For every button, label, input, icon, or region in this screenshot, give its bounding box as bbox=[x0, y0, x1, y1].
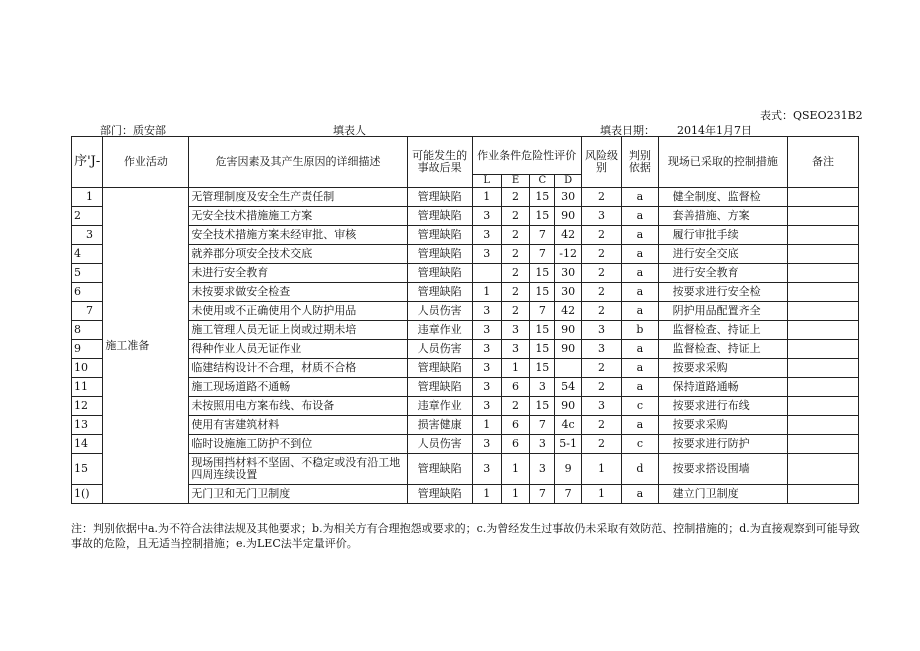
cell-l: 1 bbox=[472, 283, 501, 302]
cell-consequence: 管理缺陷 bbox=[407, 226, 472, 245]
header-c: C bbox=[530, 175, 555, 188]
cell-d: -12 bbox=[555, 245, 581, 264]
cell-d: 5-1 bbox=[555, 435, 581, 454]
cell-measure: 保持道路通畅 bbox=[658, 378, 787, 397]
cell-l: 3 bbox=[472, 302, 501, 321]
cell-e: 2 bbox=[501, 397, 529, 416]
cell-measure: 进行安全交底 bbox=[658, 245, 787, 264]
cell-c: 15 bbox=[530, 188, 555, 207]
activity-cell: 施工准备 bbox=[103, 188, 189, 504]
cell-e: 3 bbox=[501, 340, 529, 359]
cell-level: 3 bbox=[581, 397, 621, 416]
cell-hazard: 无门卫和无门卫制度 bbox=[189, 485, 407, 504]
cell-consequence: 人员伤害 bbox=[407, 302, 472, 321]
cell-basis: a bbox=[622, 485, 658, 504]
cell-hazard: 无安全技术措施施工方案 bbox=[189, 207, 407, 226]
header-seq: 序'J- bbox=[72, 137, 103, 188]
cell-level: 2 bbox=[581, 188, 621, 207]
cell-e: 6 bbox=[501, 435, 529, 454]
cell-measure: 按要求进行安全检 bbox=[658, 283, 787, 302]
cell-consequence: 管理缺陷 bbox=[407, 283, 472, 302]
footnote: 注：判别依据中a.为不符合法律法规及其他要求；b.为相关方有合理抱怨或要求的；c.为曾经发生过事故仍未采取有效防范、控制措施的；d.为直接观察到可能导致事故的危险，且无适当控制措施；e.为LEC法半定量评价。 bbox=[71, 522, 860, 550]
cell-remark bbox=[788, 397, 859, 416]
table-row bbox=[72, 359, 859, 378]
cell-remark bbox=[788, 359, 859, 378]
cell-hazard: 使用有害建筑材料 bbox=[189, 416, 407, 435]
cell-level: 2 bbox=[581, 359, 621, 378]
cell-remark bbox=[788, 340, 859, 359]
cell-no: 2 bbox=[72, 207, 103, 226]
cell-level: 2 bbox=[581, 416, 621, 435]
table-body bbox=[72, 188, 859, 504]
cell-hazard: 未按照用电方案布线、布设备 bbox=[189, 397, 407, 416]
cell-d: 42 bbox=[555, 302, 581, 321]
cell-hazard: 得种作业人员无证作业 bbox=[189, 340, 407, 359]
table-row bbox=[72, 264, 859, 283]
cell-level: 2 bbox=[581, 302, 621, 321]
cell-basis: a bbox=[622, 340, 658, 359]
cell-d: 90 bbox=[555, 321, 581, 340]
cell-no: 14 bbox=[72, 435, 103, 454]
cell-l: 3 bbox=[472, 321, 501, 340]
cell-d: 54 bbox=[555, 378, 581, 397]
cell-level: 2 bbox=[581, 283, 621, 302]
cell-measure: 阴护用品配置齐全 bbox=[658, 302, 787, 321]
cell-e: 2 bbox=[501, 264, 529, 283]
cell-consequence: 管理缺陷 bbox=[407, 378, 472, 397]
cell-e: 2 bbox=[501, 226, 529, 245]
cell-remark bbox=[788, 435, 859, 454]
cell-e: 6 bbox=[501, 416, 529, 435]
department-label: 部门：质安部 bbox=[100, 124, 166, 137]
table-row bbox=[72, 397, 859, 416]
header-l: L bbox=[472, 175, 501, 188]
cell-basis: b bbox=[622, 321, 658, 340]
cell-remark bbox=[788, 226, 859, 245]
cell-no: 10 bbox=[72, 359, 103, 378]
cell-c: 15 bbox=[530, 340, 555, 359]
cell-hazard: 就养郡分项安全技术交底 bbox=[189, 245, 407, 264]
cell-l: 3 bbox=[472, 245, 501, 264]
cell-basis: a bbox=[622, 302, 658, 321]
cell-c: 7 bbox=[530, 245, 555, 264]
cell-level: 2 bbox=[581, 226, 621, 245]
table-row bbox=[72, 416, 859, 435]
cell-measure: 按要求采购 bbox=[658, 416, 787, 435]
cell-remark bbox=[788, 207, 859, 226]
cell-hazard: 未进行安全教育 bbox=[189, 264, 407, 283]
cell-no: 13 bbox=[72, 416, 103, 435]
cell-no: 5 bbox=[72, 264, 103, 283]
cell-measure: 按要求搭设围墙 bbox=[658, 454, 787, 485]
risk-assessment-table bbox=[71, 136, 859, 504]
cell-l: 1 bbox=[472, 188, 501, 207]
cell-hazard: 临建结构设计不合理，材质不合格 bbox=[189, 359, 407, 378]
cell-no: 6 bbox=[72, 283, 103, 302]
table-row bbox=[72, 245, 859, 264]
cell-remark bbox=[788, 188, 859, 207]
cell-no: 12 bbox=[72, 397, 103, 416]
cell-e: 2 bbox=[501, 283, 529, 302]
cell-c: 7 bbox=[530, 416, 555, 435]
cell-consequence: 管理缺陷 bbox=[407, 485, 472, 504]
cell-consequence: 管理缺陷 bbox=[407, 454, 472, 485]
cell-basis: c bbox=[622, 397, 658, 416]
table-row bbox=[72, 188, 859, 207]
table-row bbox=[72, 302, 859, 321]
cell-basis: c bbox=[622, 435, 658, 454]
cell-l: 3 bbox=[472, 207, 501, 226]
cell-c: 7 bbox=[530, 485, 555, 504]
cell-measure: 进行安全教育 bbox=[658, 264, 787, 283]
cell-no: 1() bbox=[72, 485, 103, 504]
cell-consequence: 人员伤害 bbox=[407, 435, 472, 454]
cell-d: 90 bbox=[555, 340, 581, 359]
cell-hazard: 现场围挡材料不坚固、不稳定或没有沿工地四周连续设置 bbox=[189, 454, 407, 485]
cell-c: 15 bbox=[530, 207, 555, 226]
cell-l bbox=[472, 264, 501, 283]
cell-remark bbox=[788, 321, 859, 340]
header-basis: 判别依据 bbox=[622, 137, 658, 188]
cell-measure: 按要求采购 bbox=[658, 359, 787, 378]
header-level: 风险级别 bbox=[581, 137, 621, 188]
cell-l: 3 bbox=[472, 454, 501, 485]
header-d: D bbox=[555, 175, 581, 188]
cell-remark bbox=[788, 245, 859, 264]
cell-d bbox=[555, 359, 581, 378]
table-row bbox=[72, 226, 859, 245]
cell-measure: 健全制度、监督检 bbox=[658, 188, 787, 207]
cell-c: 3 bbox=[530, 435, 555, 454]
cell-level: 3 bbox=[581, 321, 621, 340]
cell-consequence: 管理缺陷 bbox=[407, 245, 472, 264]
cell-consequence: 违章作业 bbox=[407, 397, 472, 416]
cell-basis: a bbox=[622, 378, 658, 397]
header-consequence: 可能发生的事故后果 bbox=[407, 137, 472, 188]
cell-d: 42 bbox=[555, 226, 581, 245]
cell-level: 1 bbox=[581, 454, 621, 485]
cell-measure: 履行审批手续 bbox=[658, 226, 787, 245]
cell-d: 7 bbox=[555, 485, 581, 504]
cell-measure: 建立门卫制度 bbox=[658, 485, 787, 504]
cell-hazard: 无管理制度及安全生产责任制 bbox=[189, 188, 407, 207]
cell-c: 15 bbox=[530, 283, 555, 302]
cell-l: 3 bbox=[472, 359, 501, 378]
table-row bbox=[72, 454, 859, 485]
table-row bbox=[72, 435, 859, 454]
date-label: 填表日期： bbox=[600, 124, 655, 137]
cell-l: 3 bbox=[472, 226, 501, 245]
cell-d: 30 bbox=[555, 264, 581, 283]
cell-basis: a bbox=[622, 416, 658, 435]
cell-basis: d bbox=[622, 454, 658, 485]
table-row bbox=[72, 283, 859, 302]
cell-l: 3 bbox=[472, 340, 501, 359]
cell-e: 2 bbox=[501, 207, 529, 226]
cell-c: 15 bbox=[530, 264, 555, 283]
cell-l: 3 bbox=[472, 397, 501, 416]
cell-level: 2 bbox=[581, 264, 621, 283]
cell-level: 2 bbox=[581, 245, 621, 264]
cell-e: 2 bbox=[501, 188, 529, 207]
cell-c: 15 bbox=[530, 321, 555, 340]
cell-d: 30 bbox=[555, 188, 581, 207]
cell-consequence: 管理缺陷 bbox=[407, 359, 472, 378]
cell-c: 15 bbox=[530, 359, 555, 378]
cell-basis: a bbox=[622, 264, 658, 283]
cell-remark bbox=[788, 283, 859, 302]
cell-remark bbox=[788, 264, 859, 283]
cell-consequence: 管理缺陷 bbox=[407, 264, 472, 283]
cell-d: 9 bbox=[555, 454, 581, 485]
cell-no: 9 bbox=[72, 340, 103, 359]
cell-level: 3 bbox=[581, 340, 621, 359]
header-measures: 现场已采取的控制措施 bbox=[658, 137, 787, 188]
cell-c: 3 bbox=[530, 454, 555, 485]
cell-e: 6 bbox=[501, 378, 529, 397]
filler-label: 填表人 bbox=[333, 124, 366, 137]
cell-e: 1 bbox=[501, 485, 529, 504]
cell-level: 2 bbox=[581, 435, 621, 454]
cell-no: 11 bbox=[72, 378, 103, 397]
cell-basis: a bbox=[622, 188, 658, 207]
cell-basis: a bbox=[622, 359, 658, 378]
cell-no: 7 bbox=[72, 302, 103, 321]
cell-e: 3 bbox=[501, 321, 529, 340]
cell-measure: 按要求进行布线 bbox=[658, 397, 787, 416]
cell-no: 15 bbox=[72, 454, 103, 485]
cell-basis: a bbox=[622, 226, 658, 245]
cell-no: 8 bbox=[72, 321, 103, 340]
cell-d: 30 bbox=[555, 283, 581, 302]
table-row bbox=[72, 340, 859, 359]
header-activity: 作业活动 bbox=[103, 137, 189, 188]
cell-remark bbox=[788, 485, 859, 504]
header-hazard: 危害因素及其产生原因的详细描述 bbox=[189, 137, 407, 188]
cell-no: 4 bbox=[72, 245, 103, 264]
cell-consequence: 损害健康 bbox=[407, 416, 472, 435]
cell-remark bbox=[788, 302, 859, 321]
cell-level: 3 bbox=[581, 207, 621, 226]
table-row bbox=[72, 485, 859, 504]
cell-d: 90 bbox=[555, 207, 581, 226]
cell-e: 2 bbox=[501, 245, 529, 264]
cell-basis: a bbox=[622, 283, 658, 302]
cell-consequence: 管理缺陷 bbox=[407, 188, 472, 207]
form-code: 表式：QSEO231B2 bbox=[760, 109, 863, 122]
cell-c: 7 bbox=[530, 302, 555, 321]
cell-l: 1 bbox=[472, 416, 501, 435]
cell-measure: 按要求进行防护 bbox=[658, 435, 787, 454]
cell-e: 2 bbox=[501, 302, 529, 321]
cell-l: 3 bbox=[472, 435, 501, 454]
cell-consequence: 违章作业 bbox=[407, 321, 472, 340]
cell-hazard: 未使用或不正确使用个人防护用品 bbox=[189, 302, 407, 321]
cell-c: 3 bbox=[530, 378, 555, 397]
cell-d: 4c bbox=[555, 416, 581, 435]
cell-hazard: 未按要求做安全检查 bbox=[189, 283, 407, 302]
cell-hazard: 安全技术措施方案未经审批、审核 bbox=[189, 226, 407, 245]
cell-consequence: 管理缺陷 bbox=[407, 207, 472, 226]
cell-level: 1 bbox=[581, 485, 621, 504]
cell-no: 1 bbox=[72, 188, 103, 207]
cell-d: 90 bbox=[555, 397, 581, 416]
table-row bbox=[72, 378, 859, 397]
cell-consequence: 人员伤害 bbox=[407, 340, 472, 359]
cell-hazard: 施工现场道路不通畅 bbox=[189, 378, 407, 397]
cell-remark bbox=[788, 378, 859, 397]
date-value: 2014年1月7日 bbox=[677, 124, 752, 137]
cell-remark bbox=[788, 454, 859, 485]
cell-basis: a bbox=[622, 207, 658, 226]
header-lec-group: 作业条件危险性评价 bbox=[472, 137, 581, 175]
cell-no: 3 bbox=[72, 226, 103, 245]
cell-e: 1 bbox=[501, 359, 529, 378]
table-row bbox=[72, 321, 859, 340]
cell-measure: 监督检查、持证上 bbox=[658, 321, 787, 340]
cell-l: 1 bbox=[472, 485, 501, 504]
cell-hazard: 临时设施施工防护不到位 bbox=[189, 435, 407, 454]
cell-measure: 监督检查、持证上 bbox=[658, 340, 787, 359]
table-row bbox=[72, 207, 859, 226]
cell-hazard: 施工管理人员无证上岗或过期未培 bbox=[189, 321, 407, 340]
cell-remark bbox=[788, 416, 859, 435]
header-e: E bbox=[501, 175, 529, 188]
cell-e: 1 bbox=[501, 454, 529, 485]
cell-c: 7 bbox=[530, 226, 555, 245]
cell-measure: 套善措施、方案 bbox=[658, 207, 787, 226]
cell-level: 2 bbox=[581, 378, 621, 397]
cell-c: 15 bbox=[530, 397, 555, 416]
cell-basis: a bbox=[622, 245, 658, 264]
header-remarks: 备注 bbox=[788, 137, 859, 188]
cell-l: 3 bbox=[472, 378, 501, 397]
